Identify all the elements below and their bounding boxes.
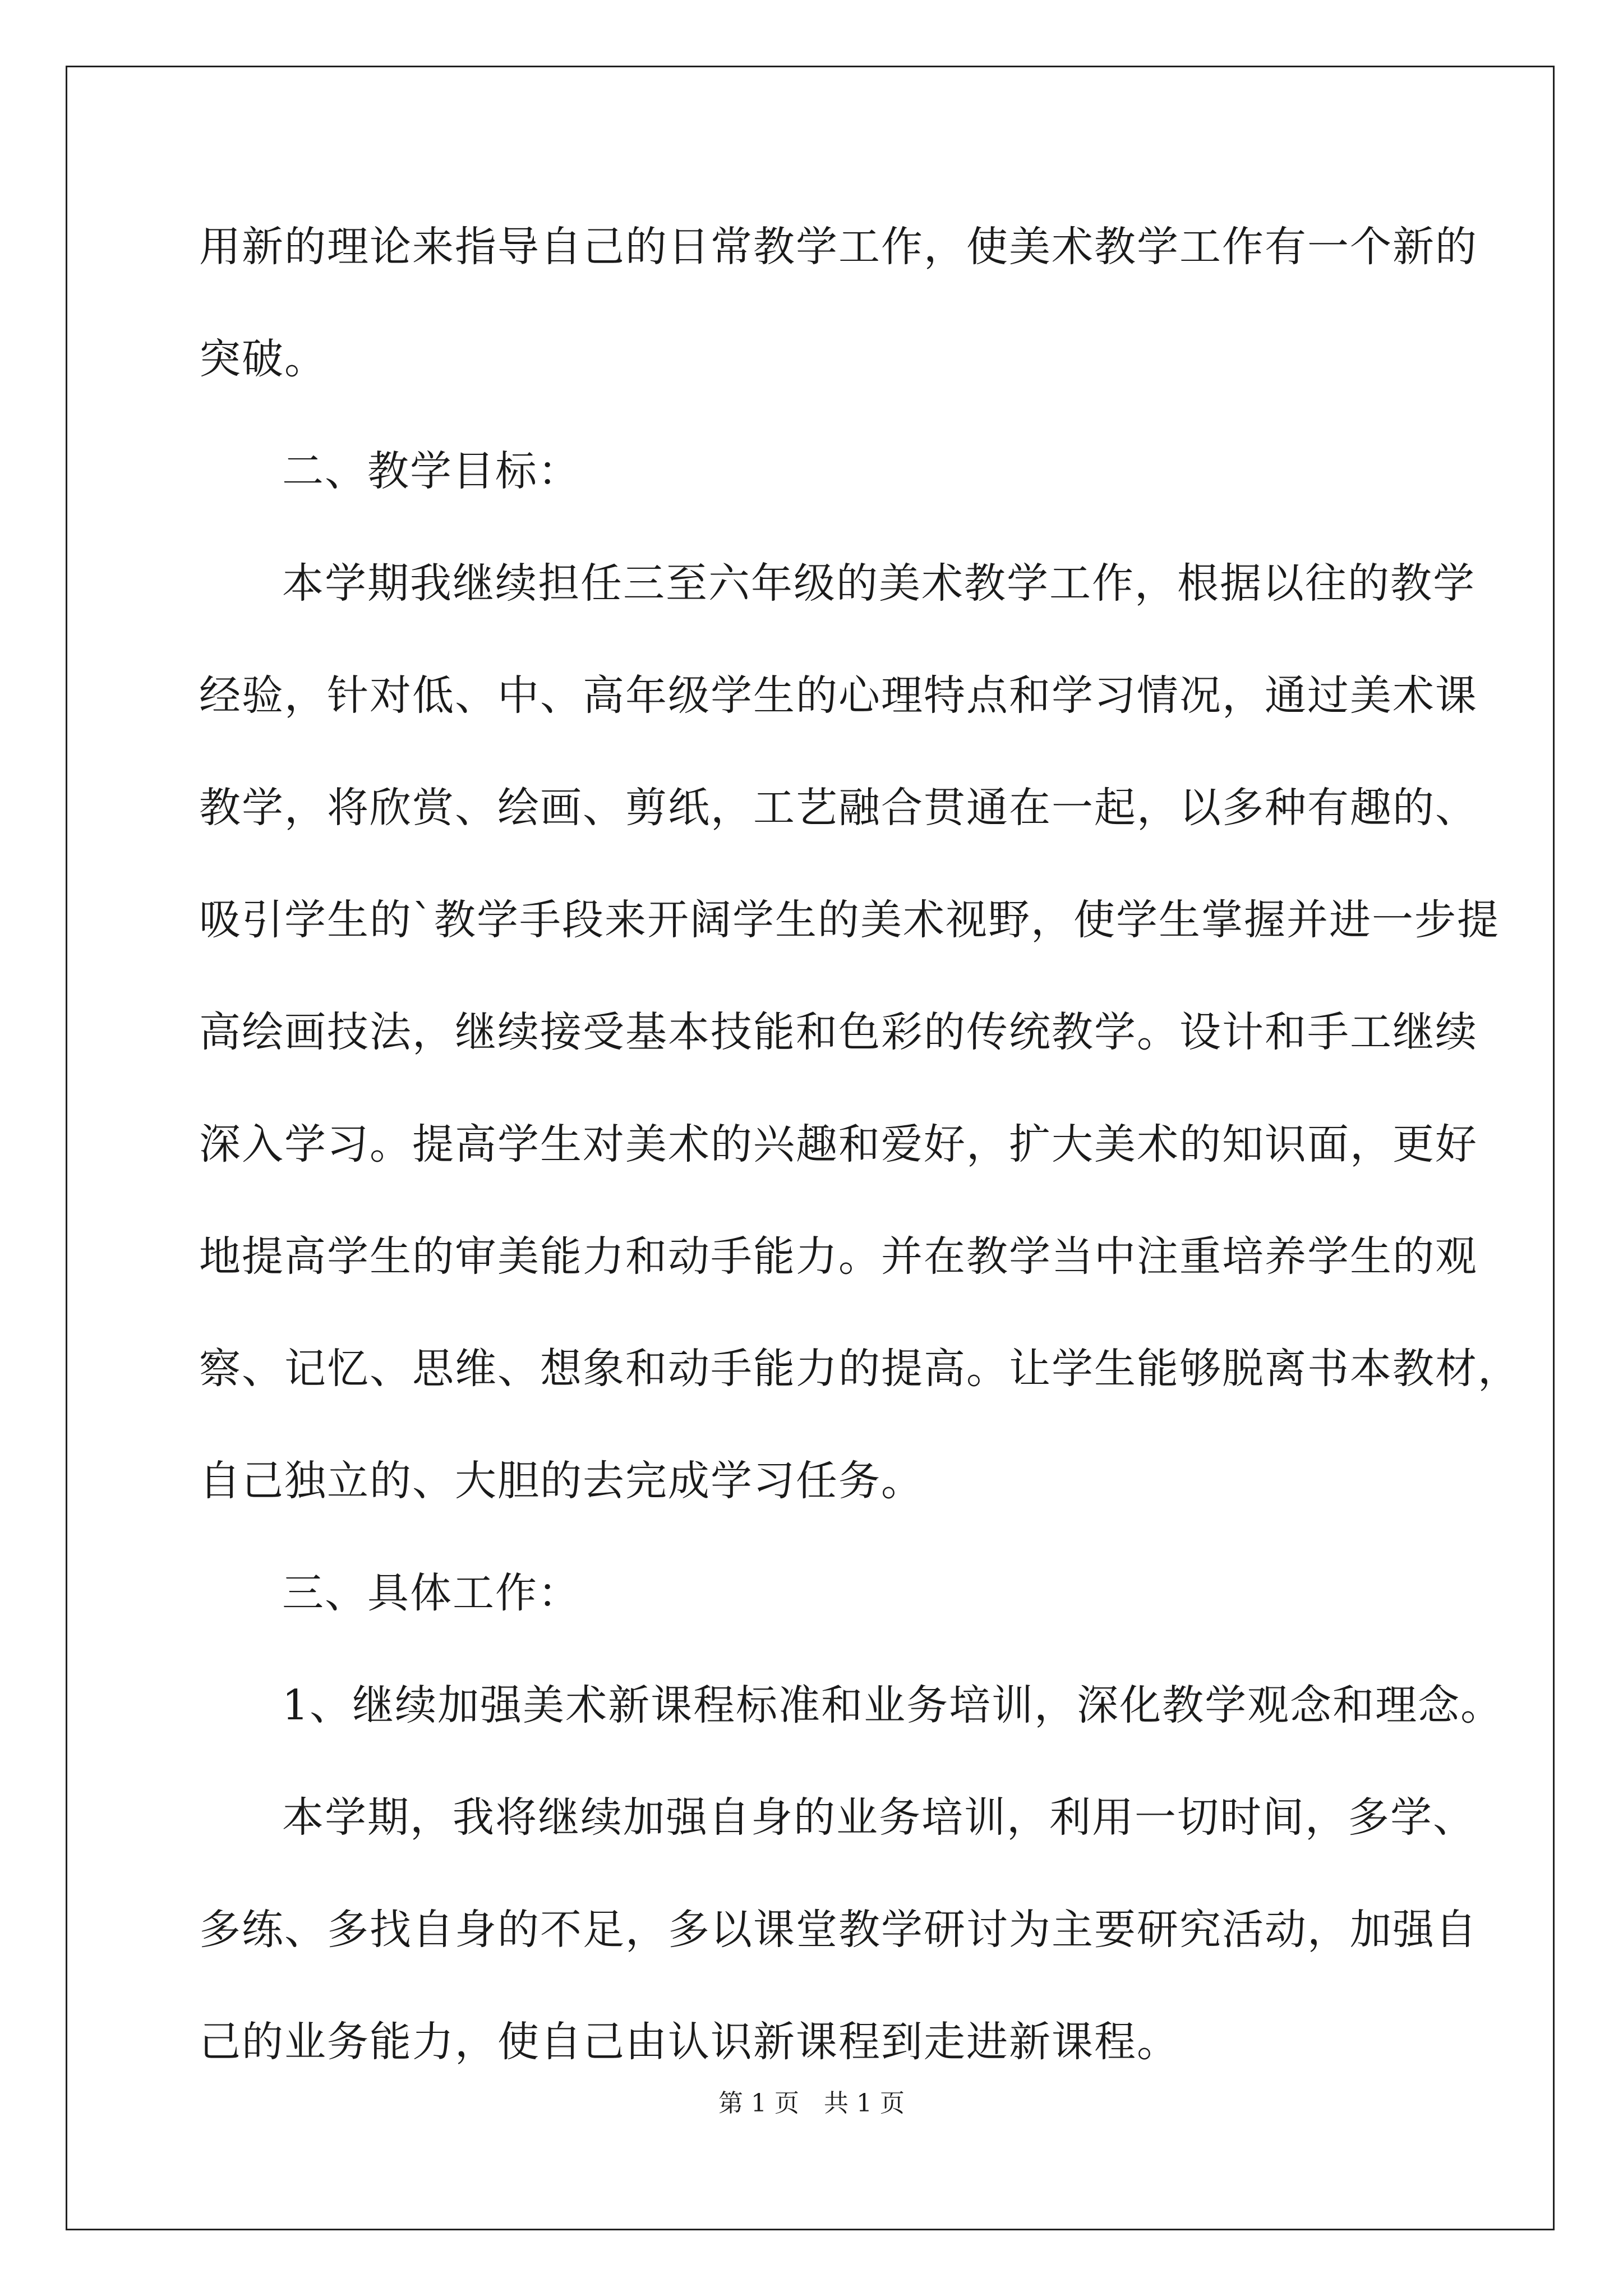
section-heading: 二、教学目标： (282, 447, 580, 495)
numbered-item: 1、继续加强美术新课程标准和业务培训，深化教学观念和理念。 (282, 1681, 1504, 1729)
text-line: 突破。 (199, 335, 327, 383)
text-line: 深入学习。提高学生对美术的兴趣和爱好，扩大美术的知识面，更好 (199, 1120, 1478, 1168)
page-number-footer: 第 1 页 共 1 页 (718, 2089, 905, 2118)
text-line: 经验，针对低、中、高年级学生的心理特点和学习情况，通过美术课 (199, 671, 1478, 720)
text-line: 本学期，我将继续加强自身的业务培训，利用一切时间，多学、 (282, 1793, 1476, 1842)
text-line: 多练、多找自身的不足，多以课堂教学研讨为主要研究活动，加强自 (199, 1906, 1478, 1954)
text-line: 吸引学生的`教学手段来开阔学生的美术视野，使学生掌握并进一步提 (199, 896, 1500, 944)
text-line: 教学，将欣赏、绘画、剪纸，工艺融合贯通在一起，以多种有趣的、 (199, 784, 1478, 832)
text-line: 地提高学生的审美能力和动手能力。并在教学当中注重培养学生的观 (199, 1232, 1478, 1281)
section-heading: 三、具体工作： (282, 1569, 580, 1617)
text-line: 用新的理论来指导自己的日常教学工作，使美术教学工作有一个新的 (199, 223, 1478, 271)
text-line: 自己独立的、大胆的去完成学习任务。 (199, 1457, 924, 1505)
text-line: 察、记忆、思维、想象和动手能力的提高。让学生能够脱离书本教材， (199, 1345, 1520, 1393)
text-line: 高绘画技法，继续接受基本技能和色彩的传统教学。设计和手工继续 (199, 1008, 1478, 1056)
text-line: 本学期我继续担任三至六年级的美术教学工作，根据以往的教学 (282, 559, 1476, 608)
document-body (199, 191, 1520, 2098)
text-line: 己的业务能力，使自己由认识新课程到走进新课程。 (199, 2018, 1179, 2066)
